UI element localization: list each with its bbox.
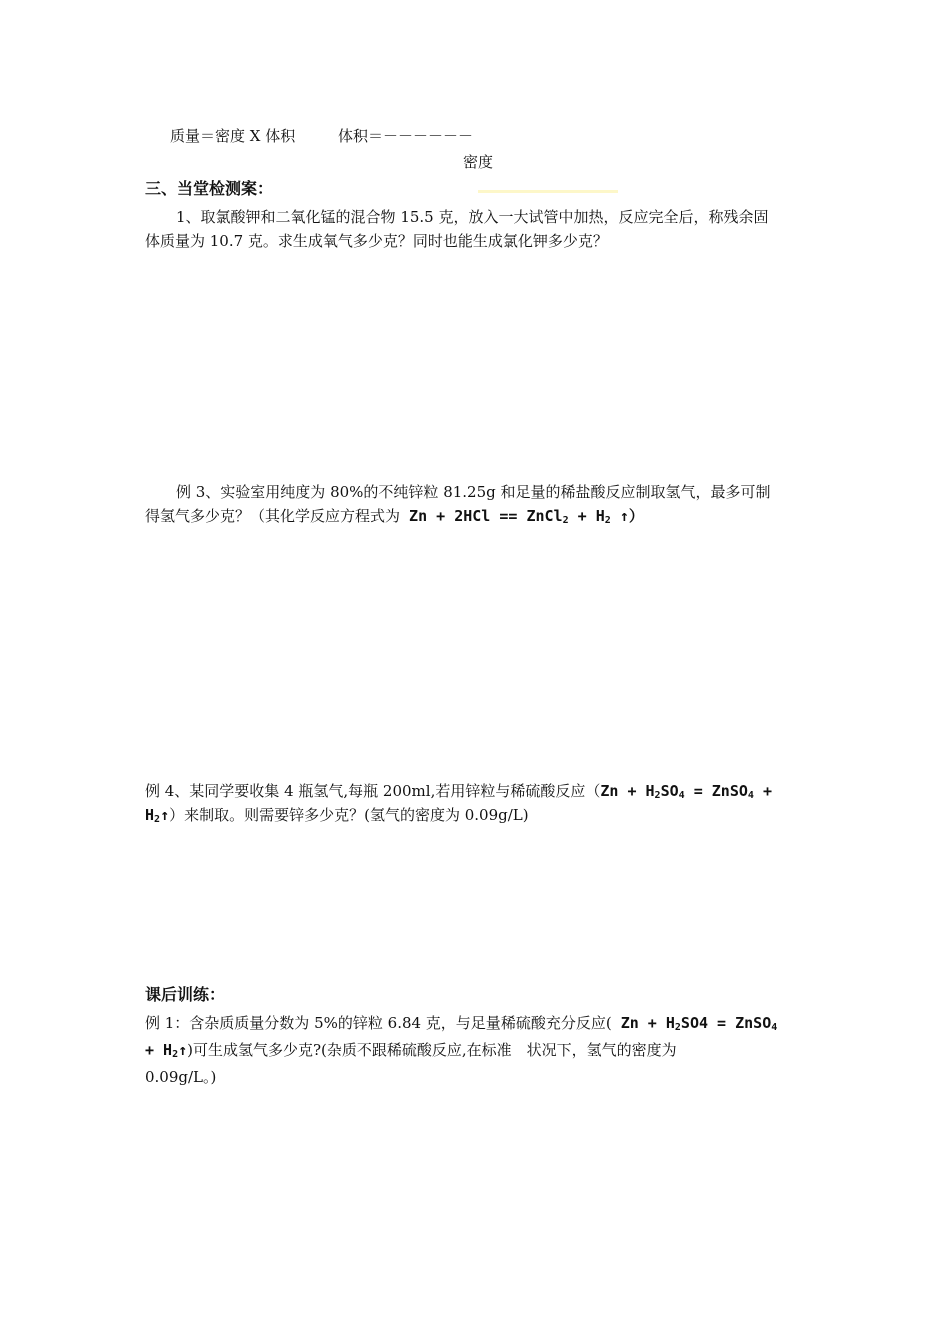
homework-example-1-line2: + $H_2↑$)可生成氢气多少克?(杂质不跟稀硫酸反应,在标准 状况下，氢气的密度为 bbox=[145, 1041, 677, 1060]
homework-example-1-line1: 例 1：含杂质质量分数为 5%的锌粒 6.84 克，与足量稀硫酸充分反应( $Zn + H_2SO4$ = ZnSO$_4$ bbox=[145, 1014, 778, 1033]
example-3-line2 bbox=[145, 504, 815, 528]
example-3-text: 得氢气多少克？（其化学反应方程式为 bbox=[145, 507, 401, 525]
highlight-mark bbox=[478, 190, 618, 193]
example-4-line1: 例 4、某同学要收集 4 瓶氢气,每瓶 200ml,若用锌粒与稀硫酸反应（$Zn + H_2SO_4$ = ZnSO$_4$ + bbox=[145, 782, 772, 801]
example-3 bbox=[145, 480, 815, 528]
homework-example-1-line3: 0.09g/L。) bbox=[145, 1068, 217, 1086]
volume-formula: 体积＝－－－－－－ bbox=[338, 127, 474, 145]
example-3-line1: 例 3、实验室用纯度为 80%的不纯锌粒 81.25g 和足量的稀盐酸反应制取氢气，最多可制 bbox=[176, 483, 771, 501]
example-4-equation-cont: $H_2↑$ bbox=[145, 806, 170, 825]
question-1-line2: 体质量为 10.7 克。求生成氧气多少克？同时也能生成氯化钾多少克？ bbox=[145, 232, 608, 250]
density-denominator: 密度 bbox=[463, 153, 494, 171]
homework-equation: $Zn + H_2SO4$ = ZnSO$_4$ bbox=[611, 1014, 778, 1033]
homework-title: 课后训练： bbox=[145, 985, 226, 1004]
example-4-line2: $H_2↑$）来制取。则需要锌多少克？(氢气的密度为 0.09g/L) bbox=[145, 806, 529, 825]
homework-example-1 bbox=[145, 1011, 815, 1089]
question-1-line1: 1、取氯酸钾和二氧化锰的混合物 15.5 克，放入一大试管中加热，反应完全后，称残余固 bbox=[176, 208, 769, 226]
mass-formula: 质量＝密度 X 体积 bbox=[170, 127, 296, 145]
example-4 bbox=[145, 779, 815, 827]
example-3-equation: Zn + 2HCl == ZnCl$_2$ + $H_2$ ↑） bbox=[400, 507, 644, 526]
example-4-equation: $Zn + H_2SO_4$ = ZnSO$_4$ + bbox=[600, 782, 772, 801]
homework-equation-cont: + $H_2↑$ bbox=[145, 1041, 188, 1060]
section3-title: 三、当堂检测案： bbox=[145, 179, 274, 198]
question-1 bbox=[145, 205, 815, 253]
